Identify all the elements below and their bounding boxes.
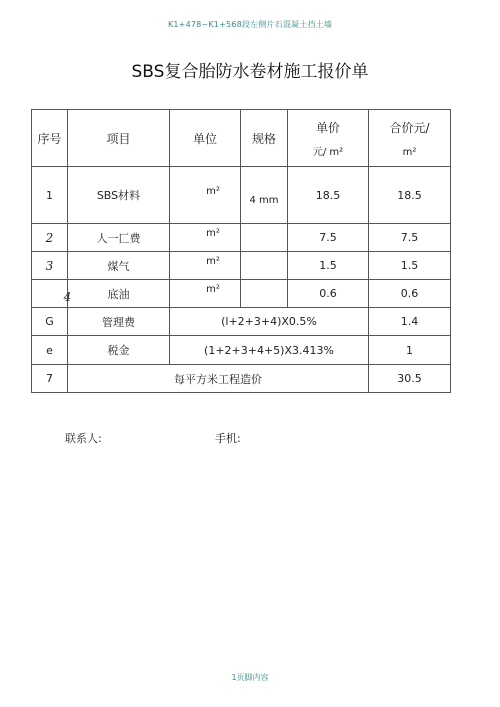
contact-phone-label: 手机:	[215, 432, 241, 445]
row-item: 税金	[68, 336, 170, 365]
row-seq: 2	[32, 224, 68, 252]
row-formula: (l+2+3+4)X0.5%	[170, 308, 369, 336]
row-total: 30.5	[369, 365, 451, 393]
page-footer-text: 1页脚内容	[231, 673, 269, 682]
row-price: 18.5	[288, 167, 369, 224]
table-row	[32, 224, 451, 252]
row-seq: 4	[32, 280, 68, 308]
table-row	[32, 252, 451, 280]
header-total	[369, 110, 451, 167]
page-header-text: K1+478~K1+568段左侧片石混凝土挡土墙	[167, 20, 333, 29]
row-unit: m²	[170, 280, 241, 308]
row-total: 18.5	[369, 167, 451, 224]
header-seq: 序号	[32, 110, 68, 167]
table-row-summary	[32, 365, 451, 393]
contact-person-label: 联系人:	[65, 432, 102, 445]
row-formula: (1+2+3+4+5)X3.413%	[170, 336, 369, 365]
row-item: SBS材料	[68, 167, 170, 224]
document-title: SBS复合胎防水卷材施工报价单	[131, 62, 369, 82]
table-row	[32, 280, 451, 308]
table-row-tax	[32, 336, 451, 365]
row-price: 7.5	[288, 224, 369, 252]
row-seq: e	[32, 336, 68, 365]
header-price	[288, 110, 369, 167]
row-spec	[241, 224, 288, 252]
row-unit: m²	[170, 224, 241, 252]
row-item: 底油	[68, 280, 170, 308]
header-total-top: 合价元/	[389, 121, 430, 135]
row-total: 1.4	[369, 308, 451, 336]
row-seq: G	[32, 308, 68, 336]
summary-label: 每平方米工程造价	[68, 365, 369, 393]
row-item: 人一匚费	[68, 224, 170, 252]
row-total: 1	[369, 336, 451, 365]
row-seq: 1	[32, 167, 68, 224]
table-header-row	[32, 110, 451, 167]
header-price-top: 单价	[315, 121, 340, 135]
header-item: 项目	[68, 110, 170, 167]
row-price: 1.5	[288, 252, 369, 280]
row-spec: 4 mm	[241, 167, 288, 224]
row-item: 煤气	[68, 252, 170, 280]
row-spec	[241, 280, 288, 308]
row-price: 0.6	[288, 280, 369, 308]
row-total: 0.6	[369, 280, 451, 308]
row-unit: m²	[170, 252, 241, 280]
row-unit: m²	[170, 167, 241, 224]
header-spec: 规格	[241, 110, 288, 167]
table-row	[32, 167, 451, 224]
row-total: 1.5	[369, 252, 451, 280]
row-item: 管理费	[68, 308, 170, 336]
header-price-bottom: 元/ m²	[312, 147, 344, 158]
header-total-bottom: m²	[402, 147, 417, 158]
quote-table	[31, 109, 451, 393]
row-total: 7.5	[369, 224, 451, 252]
header-unit: 单位	[170, 110, 241, 167]
row-seq: 3	[32, 252, 68, 280]
row-spec	[241, 252, 288, 280]
row-seq: 7	[32, 365, 68, 393]
table-row-management-fee	[32, 308, 451, 336]
